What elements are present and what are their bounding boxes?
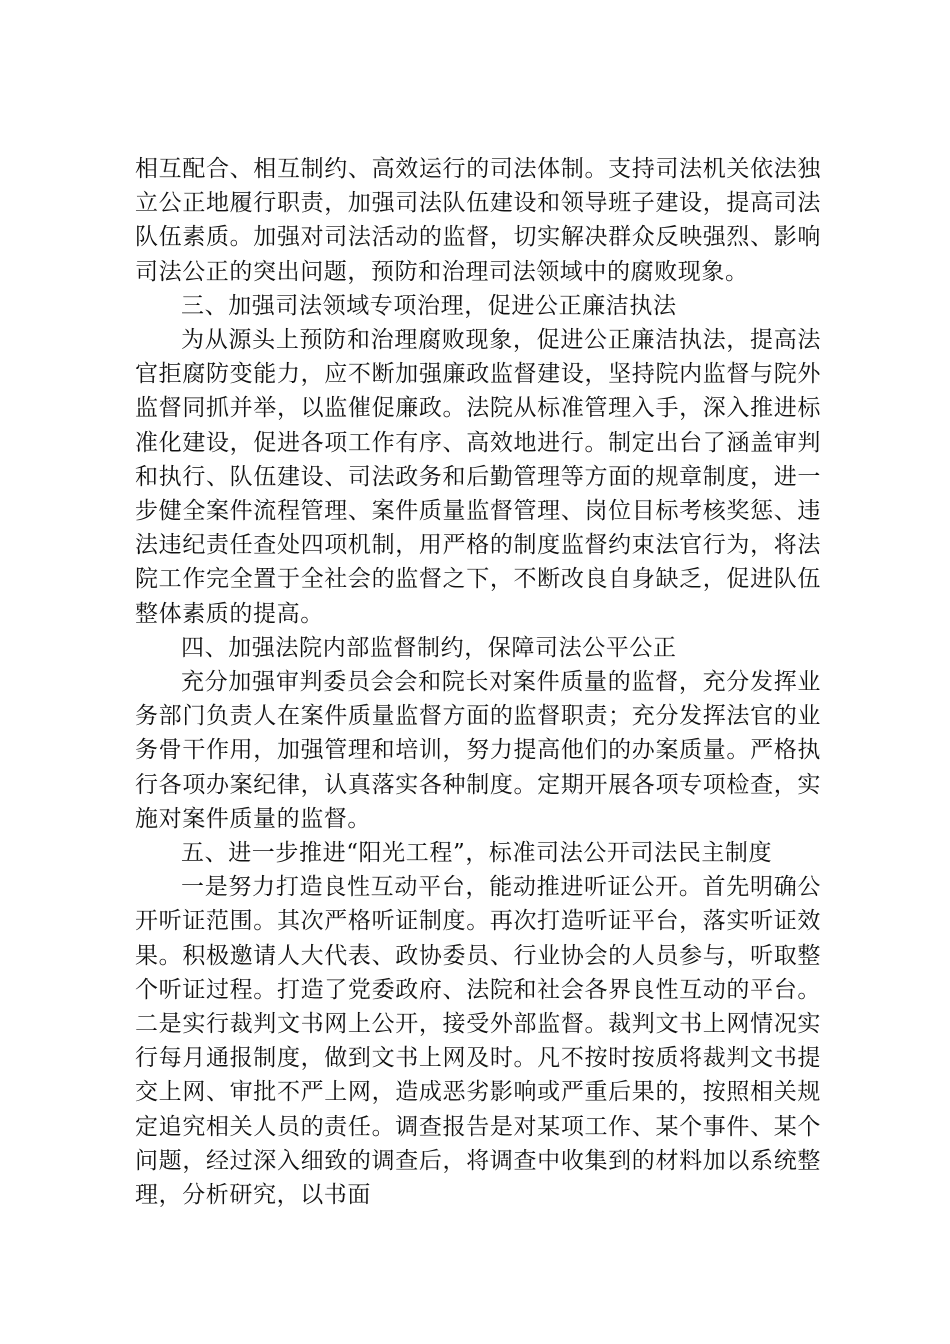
paragraph-judicial-system: 相互配合、相互制约、高效运行的司法体制。支持司法机关依法独立公正地履行职责，加强司法队伍建设和领导班子建设，提高司法队伍素质。加强对司法活动的监督，切实解决群众反映强烈、影响司法公正的突出问题，预防和治理司法领域中的腐败现象。 — [135, 156, 821, 285]
heading-section-5: 五、进一步推进“阳光工程”，标准司法公开司法民主制度 — [181, 840, 773, 867]
heading-section-4: 四、加强法院内部监督制约，保障司法公平公正 — [181, 634, 677, 661]
paragraph-section-5-body: 一是努力打造良性互动平台，能动推进听证公开。首先明确公开听证范围。其次严格听证制度。再次打造听证平台，落实听证效果。积极邀请人大代表、政协委员、行业协会的人员参与，听取整个听证过程。打造了党委政府、法院和社会各界良性互动的平台。二是实行裁判文书网上公开，接受外部监督。裁判文书上网情况实行每月通报制度，做到文书上网及时。凡不按时按质将裁判文书提交上网、审批不严上网，造成恶劣影响或严重后果的，按照相关规定追究相关人员的责任。调查报告是对某项工作、某个事件、某个问题，经过深入细致的调查后，将调查中收集到的材料加以系统整理，分析研究，以书面 — [135, 874, 821, 1209]
document-page — [135, 152, 821, 1212]
paragraph-section-3-body: 为从源头上预防和治理腐败现象，促进公正廉洁执法，提高法官拒腐防变能力，应不断加强廉政监督建设，坚持院内监督与院外监督同抓并举，以监催促廉政。法院从标准管理入手，深入推进标准化建设，促进各项工作有序、高效地进行。制定出台了涵盖审判和执行、队伍建设、司法政务和后勤管理等方面的规章制度，进一步健全案件流程管理、案件质量监督管理、岗位目标考核奖惩、违法违纪责任查处四项机制，用严格的制度监督约束法官行为，将法院工作完全置于全社会的监督之下，不断改良自身缺乏，促进队伍整体素质的提高。 — [135, 327, 821, 627]
heading-section-3: 三、加强司法领域专项治理，促进公正廉洁执法 — [181, 292, 677, 319]
paragraph-section-4-body: 充分加强审判委员会会和院长对案件质量的监督，充分发挥业务部门负责人在案件质量监督方面的监督职责；充分发挥法官的业务骨干作用，加强管理和培训，努力提高他们的办案质量。严格执行各项办案纪律，认真落实各种制度。定期开展各项专项检查，实施对案件质量的监督。 — [135, 669, 821, 832]
